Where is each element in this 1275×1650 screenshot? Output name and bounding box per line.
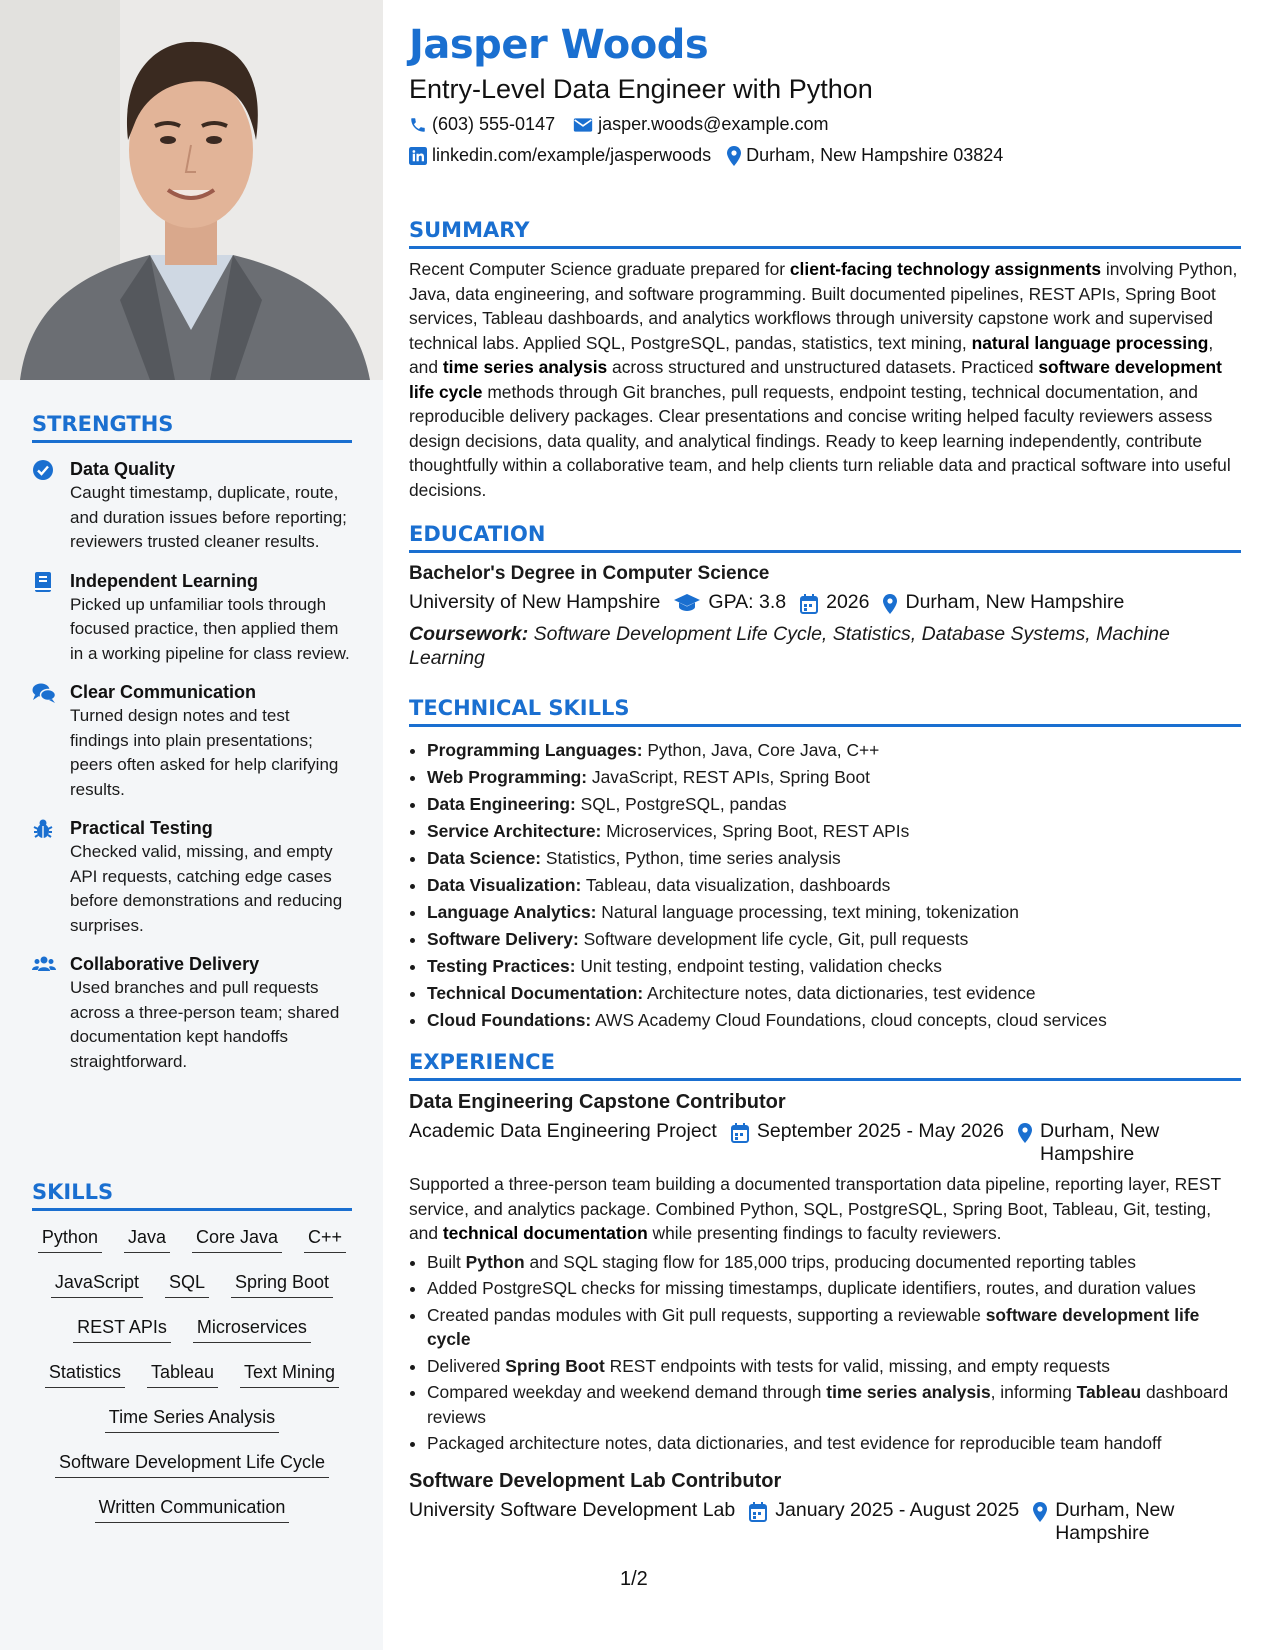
strength-title: Practical Testing <box>70 818 213 838</box>
job-dates: September 2025 - May 2026 <box>756 1120 1004 1142</box>
skill-chip: Text Mining <box>240 1360 339 1388</box>
job-org: University Software Development Lab <box>409 1498 736 1521</box>
candidate-title: Entry-Level Data Engineer with Python <box>409 74 873 104</box>
candidate-name: Jasper Woods <box>409 22 709 68</box>
skills-section <box>32 1180 352 1540</box>
coursework: Coursework: Software Development Life Cycle, Statistics, Database Systems, Machine Learning <box>409 623 1170 669</box>
strengths-heading: STRENGTHS <box>32 412 352 443</box>
technical-skill-item: • Data Science: Statistics, Python, time series analysis <box>427 845 1241 872</box>
job-location: Durham, New Hampshire <box>1040 1120 1160 1165</box>
contact-email[interactable] <box>573 114 828 135</box>
skill-chip: Time Series Analysis <box>105 1405 279 1433</box>
education-heading: EDUCATION <box>409 522 1241 553</box>
job-bullet: • Packaged architecture notes, data dictionaries, and test evidence for reproducible team handoff <box>427 1431 1241 1456</box>
calendar-icon <box>749 1502 767 1522</box>
skill-chip: Core Java <box>192 1225 282 1253</box>
skill-chip: Spring Boot <box>231 1270 333 1298</box>
technical-skill-item: • Testing Practices: Unit testing, endpoint testing, validation checks <box>427 953 1241 980</box>
technical-skill-item: • Programming Languages: Python, Java, Core Java, C++ <box>427 737 1241 764</box>
school-name: University of New Hampshire <box>409 591 661 613</box>
technical-skill-item: • Cloud Foundations: AWS Academy Cloud Foundations, cloud concepts, cloud services <box>427 1007 1241 1034</box>
skills-row <box>32 1270 352 1315</box>
calendar-icon <box>731 1123 749 1143</box>
skills-row <box>32 1450 352 1495</box>
skill-chip: JavaScript <box>51 1270 143 1298</box>
strength-description: Checked valid, missing, and empty API requests, catching edge cases before demonstrations and reducing surprises. <box>70 842 343 935</box>
contact-phone[interactable] <box>409 114 555 135</box>
strength-description: Picked up unfamiliar tools through focused practice, then applied them in a working pipeline for class review. <box>70 594 350 663</box>
summary-section <box>409 218 1241 502</box>
users-icon <box>32 954 54 976</box>
technical-skill-item: • Software Delivery: Software development life cycle, Git, pull requests <box>427 926 1241 953</box>
skills-heading: SKILLS <box>32 1180 352 1211</box>
contact-linkedin[interactable] <box>409 145 711 166</box>
strength-description: Used branches and pull requests across a three-person team; shared documentation kept handoffs straightforward. <box>70 978 340 1071</box>
check-circle-icon <box>32 459 54 481</box>
chat-icon <box>32 682 54 704</box>
skill-chip: Python <box>38 1225 102 1253</box>
skill-chip: Microservices <box>193 1315 311 1343</box>
technical-skills-section <box>409 696 1241 1034</box>
linkedin-icon <box>409 147 427 165</box>
experience-section <box>409 1050 1241 1545</box>
skill-chip: C++ <box>304 1225 346 1253</box>
map-pin-icon <box>883 594 897 614</box>
book-icon <box>32 571 54 593</box>
skill-chip: Written Communication <box>95 1495 290 1523</box>
contact-location <box>727 145 1003 166</box>
email-text: jasper.woods@example.com <box>598 114 829 134</box>
strength-item <box>32 680 352 802</box>
degree-title: Bachelor's Degree in Computer Science <box>409 563 770 584</box>
job-meta <box>409 1499 1241 1545</box>
job-meta <box>409 1120 1241 1166</box>
summary-heading: SUMMARY <box>409 218 1241 249</box>
job-bullet: • Added PostgreSQL checks for missing timestamps, duplicate identifiers, routes, and duration values <box>427 1276 1241 1301</box>
strength-item <box>32 952 352 1074</box>
map-pin-icon <box>1018 1123 1032 1143</box>
school-location: Durham, New Hampshire <box>905 591 1125 613</box>
strength-title: Collaborative Delivery <box>70 954 260 974</box>
skill-chip: REST APIs <box>73 1315 171 1343</box>
strength-title: Data Quality <box>70 459 176 479</box>
strength-item <box>32 569 352 667</box>
job-bullet: • Built Python and SQL staging flow for 185,000 trips, producing documented reporting tables <box>427 1250 1241 1275</box>
strength-item <box>32 816 352 938</box>
job-bullet: • Created pandas modules with Git pull requests, supporting a reviewable software development life cycle <box>427 1303 1241 1352</box>
job-location: Durham, New Hampshire <box>1055 1498 1175 1544</box>
job-title: Data Engineering Capstone Contributor <box>409 1091 786 1113</box>
map-pin-icon <box>1033 1502 1047 1522</box>
technical-skill-item: • Data Visualization: Tableau, data visualization, dashboards <box>427 872 1241 899</box>
strength-description: Caught timestamp, duplicate, route, and duration issues before reporting; reviewers trusted cleaner results. <box>70 483 347 551</box>
technical-skills-list <box>409 737 1241 1034</box>
experience-heading: EXPERIENCE <box>409 1050 1241 1081</box>
strength-description: Turned design notes and test findings into plain presentations; peers often asked for help clarifying results. <box>70 706 339 799</box>
technical-skill-item: • Service Architecture: Microservices, Spring Boot, REST APIs <box>427 818 1241 845</box>
location-text: Durham, New Hampshire 03824 <box>746 145 1004 165</box>
summary-text: Recent Computer Science graduate prepared for client-facing technology assignments involving Python, Java, data engineering, and software programming. Built documented pipelines, REST APIs, Spring Boot services, Tableau dashboards, and analytics workflows through university capstone work and supervised technical labs. Applied SQL, PostgreSQL, pandas, statistics, text mining, natural language processing, and time series analysis across structured and unstructured datasets. Practiced software development life cycle methods through Git branches, pull requests, endpoint testing, technical documentation, and reproducible delivery packages. Clear presentations and concise writing helped faculty reviewers assess design decisions, data quality, and analytical findings. Ready to keep learning independently, contribute thoughtfully within a collaborative team, and help clients turn reliable data and practical software into useful decisions. <box>409 259 1238 500</box>
skills-row <box>32 1495 352 1540</box>
strength-title: Independent Learning <box>70 570 259 591</box>
gpa-text: GPA: 3.8 <box>708 591 787 613</box>
technical-skill-item: • Data Engineering: SQL, PostgreSQL, pandas <box>427 791 1241 818</box>
map-pin-icon <box>727 146 741 166</box>
technical-skill-item: • Technical Documentation: Architecture notes, data dictionaries, test evidence <box>427 980 1241 1007</box>
technical-skill-item: • Language Analytics: Natural language processing, text mining, tokenization <box>427 899 1241 926</box>
job-bullets <box>409 1250 1241 1456</box>
skill-chip: Tableau <box>147 1360 218 1388</box>
technical-skills-heading: TECHNICAL SKILLS <box>409 696 1241 727</box>
bug-icon <box>32 818 54 840</box>
contact-row-2 <box>409 145 1021 166</box>
phone-text: (603) 555-0147 <box>432 114 556 134</box>
strengths-list <box>32 457 352 1074</box>
job-bullet: • Compared weekday and weekend demand through time series analysis, informing Tableau dashboard reviews <box>427 1380 1241 1429</box>
skills-row <box>32 1360 352 1405</box>
skill-chip: Statistics <box>45 1360 125 1388</box>
strengths-section <box>32 412 352 1074</box>
skills-chips <box>32 1225 352 1540</box>
job-title: Software Development Lab Contributor <box>409 1469 782 1492</box>
education-meta <box>409 591 1241 614</box>
job-intro: Supported a three-person team building a documented transportation data pipeline, reporting layer, REST service, and analytics package. Combined Python, SQL, PostgreSQL, Spring Boot, Tableau, Git, testing, and technical documentation while presenting findings to faculty reviewers. <box>409 1174 1221 1243</box>
technical-skill-item: • Web Programming: JavaScript, REST APIs, Spring Boot <box>427 764 1241 791</box>
skill-chip: SQL <box>165 1270 209 1298</box>
education-section <box>409 522 1241 670</box>
skill-chip: Java <box>124 1225 170 1253</box>
page-number: 1/2 <box>620 1568 648 1590</box>
job-bullet: • Delivered Spring Boot REST endpoints with tests for valid, missing, and empty requests <box>427 1354 1241 1379</box>
skills-row <box>32 1405 352 1450</box>
skill-chip: Software Development Life Cycle <box>55 1450 329 1478</box>
job-dates: January 2025 - August 2025 <box>775 1498 1020 1521</box>
skills-row <box>32 1315 352 1360</box>
skills-row <box>32 1225 352 1270</box>
linkedin-text: linkedin.com/example/jasperwoods <box>432 145 712 165</box>
strength-item <box>32 457 352 555</box>
job-org: Academic Data Engineering Project <box>409 1120 717 1142</box>
envelope-icon <box>573 117 593 133</box>
phone-icon <box>409 116 427 134</box>
strength-title: Clear Communication <box>70 682 257 702</box>
profile-photo <box>0 0 383 380</box>
graduation-cap-icon <box>674 594 700 612</box>
grad-year: 2026 <box>826 591 870 613</box>
calendar-icon <box>800 594 818 614</box>
contact-row-1 <box>409 114 846 135</box>
